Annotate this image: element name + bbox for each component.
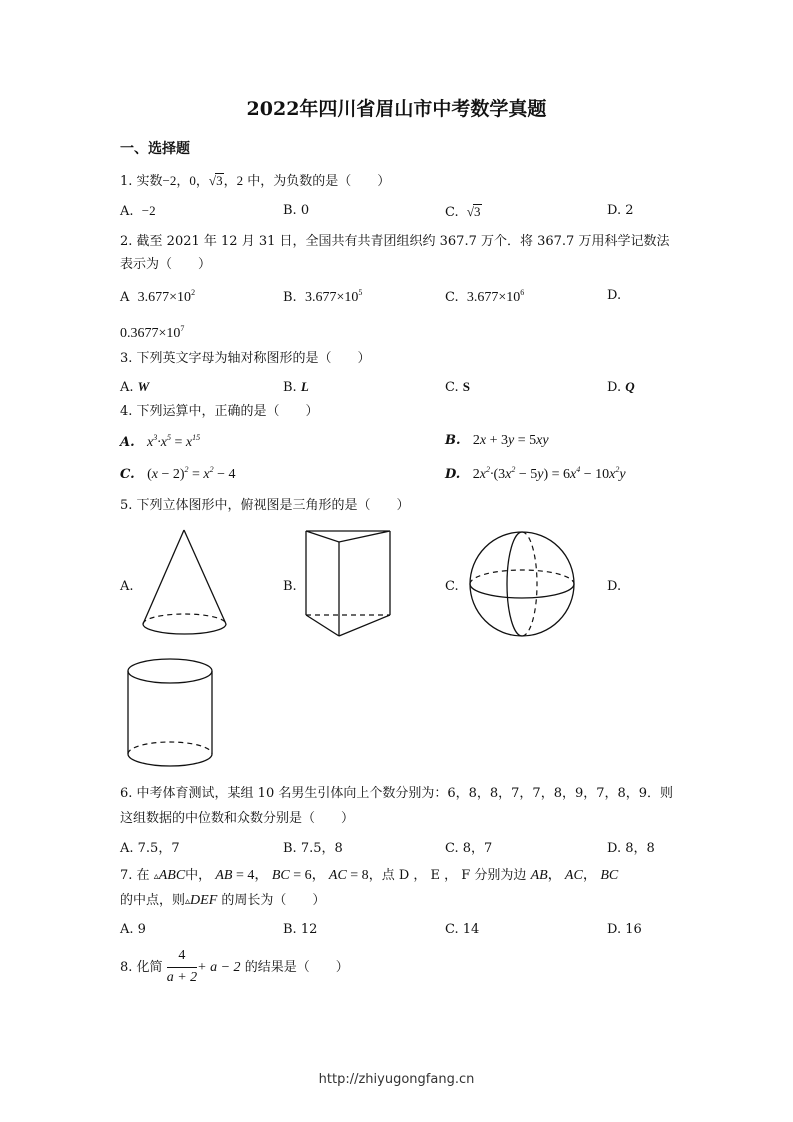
q1-val-2: 0 [189,173,196,188]
q1-option-d[interactable]: D. 2 [607,203,634,218]
q6-option-d[interactable]: D. 8，8 [607,841,655,856]
option-value: 3.677×10 [466,290,521,305]
footer-url[interactable]: http://zhiyugongfang.cn [318,1072,475,1087]
formula-c: $(x - 2)^2 = x^2 - 4$ [147,465,236,482]
option-letter: C. [445,380,459,395]
q6-option-c[interactable]: C. 8，7 [445,841,493,856]
q4-option-b[interactable] [445,434,549,448]
q5-option-d[interactable]: D. [607,579,622,594]
page-title: 2022年四川省眉山市中考数学真题 [246,98,547,120]
triangle-def: ▵DEF [185,893,218,908]
q7-pre: 7. 在 [120,868,150,883]
formula-b: 2x + 3y = 5xy [472,433,549,448]
question-1-stem: 1. 实数−2，0，√3，2 中，为负数的是（ ） [120,173,391,189]
q7-lengths: AB = 4， BC = 6， AC = 8 [215,867,369,883]
option-exponent: 7 [180,324,185,333]
q1-val-1: −2 [162,173,177,188]
q2-option-b[interactable] [283,289,362,305]
triangle-abc: ▵ABC [153,868,186,883]
q3-stem: 3. 下列英文字母为轴对称图形的是（ ） [120,351,371,366]
q1-option-b[interactable]: B. 0 [283,203,310,218]
cylinder-figure [124,656,218,774]
q4-option-d[interactable] [445,466,626,482]
q4-option-a[interactable] [120,434,200,450]
q7-sides: AB， AC， BC [530,867,619,883]
option-letter: D. [607,380,622,395]
q5-option-a[interactable]: A. [120,579,134,594]
option-value: S [462,379,470,394]
cone-figure [138,528,233,640]
formula-a: $x^3\cdot x^5 = x^{15}$ [147,433,201,450]
q7-line-1 [120,868,618,883]
option-value: 3.677×10 [137,290,192,305]
option-letter: C. [120,467,135,482]
option-exponent: 6 [520,288,525,297]
q1-pre: 1. 实数 [120,174,163,189]
q2-line-2: 表示为（ ） [120,257,212,272]
q4-option-c[interactable] [120,466,236,482]
q8-pre: 8. 化简 [120,959,163,975]
sqrt-icon: √ [208,173,217,188]
fraction [167,948,197,987]
q2-option-d-value[interactable] [120,325,184,341]
option-letter: A. [120,435,135,450]
option-letter: A [120,290,130,305]
q5-option-b[interactable]: B. [283,579,297,594]
q1-val-4: 2 [236,173,244,188]
option-value: 3.677×10 [304,290,359,305]
option-value: W [137,379,150,394]
q6-line-2: 这组数据的中位数和众数分别是（ ） [120,811,355,826]
option-value: 0.3677×10 [120,326,181,341]
option-exponent: 5 [358,288,363,297]
option-value: −2 [141,203,156,218]
option-letter: C. [445,205,459,220]
q8-post: 的结果是（ ） [244,959,349,975]
q3-option-b[interactable] [283,380,309,394]
q2-option-a[interactable] [120,289,195,305]
q4-stem: 4. 下列运算中，正确的是（ ） [120,404,319,419]
denominator: a + 2 [166,969,198,985]
triangular-prism-figure [303,528,395,640]
option-letter: C. [445,290,459,305]
q3-option-d[interactable] [607,380,635,394]
q6-option-b[interactable]: B. 7.5，8 [283,841,343,856]
formula-d: $2x^2\cdot(3x^2 - 5y) = 6x^4 - 10x^2y$ [472,465,626,482]
sphere-figure [468,530,580,638]
q7-mid: 中， [185,868,212,883]
option-exponent: 2 [191,288,196,297]
q2-line-1: 2. 截至 2021 年 12 月 31 日，全国共有共青团组织约 367.7 万个．将 367.7 万用科学记数法 [120,234,670,249]
sqrt-icon: √ [466,204,475,219]
q8-stem [120,948,349,987]
section-heading: 一、选择题 [120,141,190,157]
option-value: L [300,379,309,394]
q1-post: 中，为负数的是（ ） [247,174,391,189]
q2-option-d[interactable]: D. [607,288,622,303]
option-value: Q [625,379,635,394]
option-letter: B. [283,380,297,395]
option-letter: B. [283,290,297,305]
q7-line2-text: 的中点，则 [120,893,186,908]
q2-option-c[interactable] [445,289,524,305]
q6-option-a[interactable]: A. 7.5，7 [120,841,180,856]
q7-option-b[interactable]: B. 12 [283,922,318,937]
q5-option-c[interactable]: C. [445,579,459,594]
q6-line-1: 6. 中考体育测试，某组 10 名男生引体向上个数分别为：6，8，8，7，7，8，9，7，8，9．则 [120,786,674,801]
q1-val-3: 3 [216,173,223,188]
q5-stem: 5. 下列立体图形中，俯视图是三角形的是（ ） [120,498,410,513]
q7-option-c[interactable]: C. 14 [445,922,480,937]
option-letter: D. [445,467,461,482]
q3-option-a[interactable] [120,380,149,394]
q7-line2-post: 的周长为（ ） [221,893,326,908]
q7-line-2 [120,894,325,908]
q3-option-c[interactable] [445,380,470,394]
q1-option-a[interactable] [120,204,156,218]
q7-points: ，点 D ， E ， F 分别为边 [368,868,527,883]
numerator: 4 [167,948,197,968]
q7-option-a[interactable]: A. 9 [120,922,146,937]
option-letter: A. [120,380,134,395]
q1-option-c[interactable] [445,204,482,219]
option-letter: B. [445,433,461,448]
option-letter: A. [120,204,134,219]
q8-expression: + a − 2 [197,959,241,975]
q7-option-d[interactable]: D. 16 [607,922,642,937]
option-value: 3 [474,204,481,219]
